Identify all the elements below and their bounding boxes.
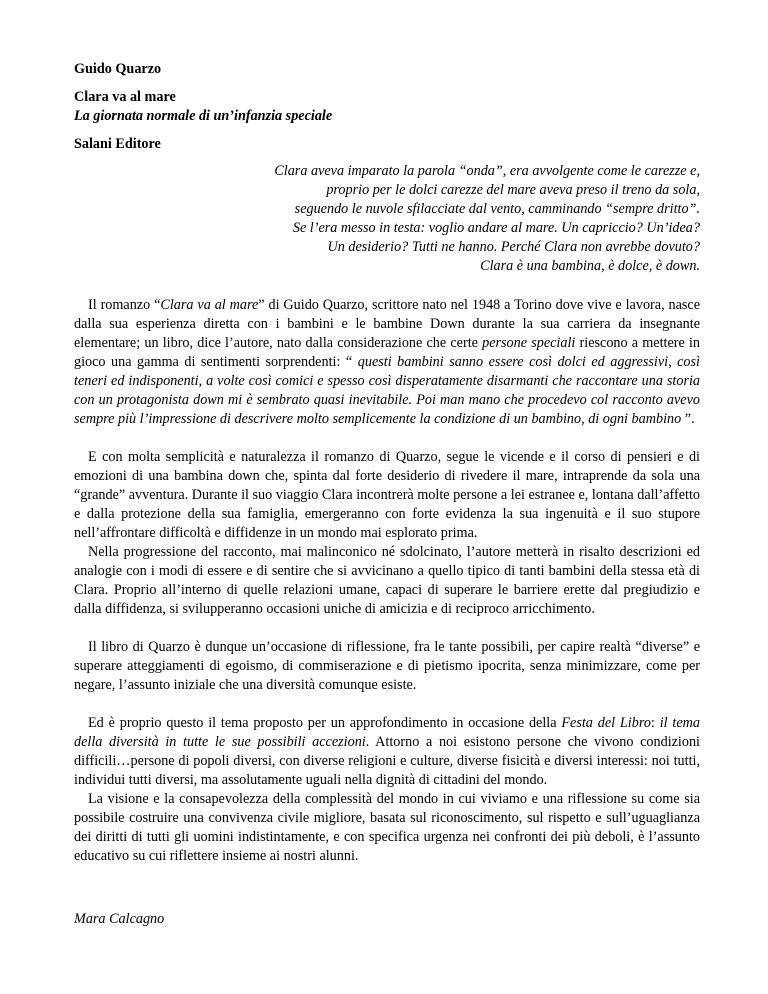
paragraph-intro	[74, 296, 700, 429]
paragraph-story: E con molta semplicità e naturalezza il romanzo di Quarzo, segue le vicende e il corso di pensieri e di emozioni di una bambina down che, spinta dal forte desiderio di rivedere il mare, intraprende da sola una “grande” avventura. Durante il suo viaggio Clara incontrerà molte persone a lei estranee e, lontana dall’affetto e dalla protezione della sua famiglia, emergeranno con forte evidenza la sua ingenuità e il suo stupore nell’affrontare difficoltà e diffidenze in un mondo mai esplorato prima.	[74, 449, 700, 541]
paragraph-conclusion: La visione e la consapevolezza della complessità del mondo in cui viviamo e una riflessione su come sia possibile costruire una convivenza civile migliore, basata sul riconoscimento, sul rispetto e sull’uguaglianza dei diritti di tutti gli uomini indistintamente, e con specifica urgenza nei confronti dei più deboli, è l’assunto educativo su cui riflettere insieme ai nostri alunni.	[74, 791, 700, 864]
p5-text-e: . Attorno a noi esistono persone che vivono condizioni difficili…persone di popoli diversi, con diverse religioni e culture, diverse fisicità e diversi interessi: noi tutti, individui tutti diversi, ma assolutamente uguali nella dignità di cittadini del mondo.	[74, 734, 701, 788]
book-subtitle: La giornata normale di un’infanzia speciale	[74, 108, 333, 124]
epigraph-line: proprio per le dolci carezze del mare aveva preso il treno da sola,	[326, 182, 700, 198]
paragraph-gap	[74, 695, 700, 714]
publisher-name: Salani Editore	[74, 136, 161, 152]
p1-author-quote: questi bambini sanno essere così dolci ed aggressivi, così teneri ed indisponenti, a volte così comici e spesso così disperatamente disarmanti che raccontare una storia con un protagonista down mi è sembrato quasi inevitabile. Poi man mano che procedevo col racconto avevo sempre più l’impressione di descrivere molto semplicemente la condizione di un bambino, di ogni bambino	[74, 354, 700, 427]
paragraph-progression: Nella progressione del racconto, mai malinconico né sdolcinato, l’autore metterà in risalto descrizioni ed analogie con i modi di essere e di sentire che si avvicinano a quello tipico di tanti bambini della stessa età di Clara. Proprio all’interno di quelle relazioni umane, capaci di superare le barriere erette dal pregiudizio e dalla diffidenza, si svilupperanno occasioni uniche di amicizia e di reciproco arricchimento.	[74, 544, 700, 617]
epigraph-line: Clara aveva imparato la parola “onda”, era avvolgente come le carezze e,	[274, 163, 700, 179]
epigraph-quote	[74, 162, 700, 276]
p1-text-c: ” di Guido Quarzo, scrittore nato nel 1948 a Torino dove vive e lavora, nasce dalla sua esperienza diretta con i bambini e le bambine Down durante la sua carriera da insegnante elementare; un libro, dice l’autore, nato dalla considerazione che certe	[74, 297, 701, 351]
epigraph-line: Un desiderio? Tutti ne hanno. Perché Clara non avrebbe dovuto?	[327, 239, 700, 255]
p5-text-c: :	[650, 715, 660, 731]
author-signature: Mara Calcagno	[74, 911, 165, 927]
p1-emphasis: persone speciali	[482, 335, 576, 351]
p1-text-e: riescono a mettere in gioco una gamma di sentimenti sorprendenti: “	[74, 335, 701, 370]
p5-text-a: Ed è proprio questo il tema proposto per un approfondimento in occasione della	[88, 715, 562, 731]
book-title: Clara va al mare	[74, 89, 176, 105]
document-page	[74, 60, 700, 943]
epigraph-line: seguendo le nuvole sfilacciate dal vento, camminando “sempre dritto”.	[294, 201, 700, 217]
epigraph-line: Clara è una bambina, è dolce, è down.	[480, 258, 700, 274]
p1-text-a: Il romanzo “	[88, 297, 161, 313]
p5-theme: il tema della diversità in tutte le sue possibili accezioni	[74, 715, 700, 750]
p1-book-title: Clara va al mare	[160, 297, 259, 313]
p1-text-g: ”.	[681, 411, 695, 427]
p5-event-name: Festa del Libro	[561, 715, 651, 731]
paragraph-gap	[74, 619, 700, 638]
paragraph-gap	[74, 429, 700, 448]
epigraph-line: Se l’era messo in testa: voglio andare al mare. Un capriccio? Un’idea?	[292, 220, 700, 236]
paragraph-reflection: Il libro di Quarzo è dunque un’occasione di riflessione, fra le tante possibili, per capire realtà “diverse” e superare atteggiamenti di egoismo, di commiserazione e di pietismo ipocrita, senza minimizzare, come per negare, l’assunto iniziale che una diversità comunque esiste.	[74, 639, 700, 693]
author-name: Guido Quarzo	[74, 61, 162, 77]
paragraph-theme	[74, 714, 700, 790]
